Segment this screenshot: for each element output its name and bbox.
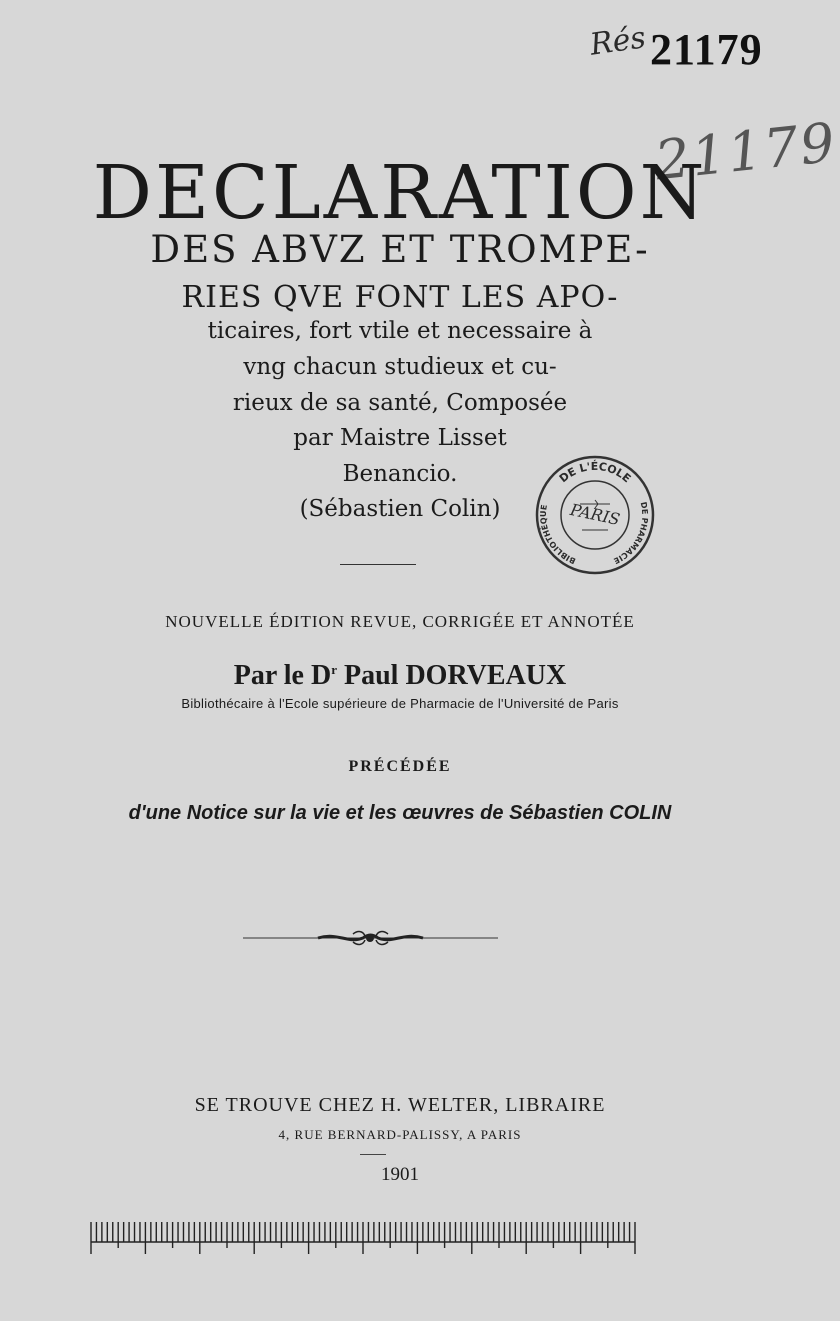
scale-ruler: [90, 1222, 636, 1254]
title-line-3: ticaires, fort vtile et necessaire à: [207, 318, 593, 344]
library-stamp: [532, 452, 658, 578]
address-rule: [360, 1154, 386, 1155]
author-title-sup: r: [331, 662, 337, 677]
shelfmark-number: 21179: [650, 25, 763, 74]
title-line-4: vng chacun studieux et cu-: [243, 354, 557, 380]
title-line-8: (Sébastien Colin): [299, 496, 501, 522]
ornament-divider: [243, 928, 498, 948]
stamp-right-text: DE PHARMACIE: [612, 501, 650, 566]
main-title: DECLARATION: [92, 150, 708, 236]
publisher-address: 4, RUE BERNARD-PALISSY, A PARIS: [278, 1127, 522, 1142]
title-line-1: DES ABVZ ET TROMPE-: [150, 228, 650, 271]
stamp-top-text: DE L'ÉCOLE: [556, 459, 634, 486]
handwritten-number: 21179: [652, 110, 840, 193]
stamp-center-text: PARIS: [568, 500, 622, 530]
preceded-label: PRÉCÉDÉE: [348, 758, 452, 775]
title-line-5: rieux de sa santé, Composée: [232, 390, 568, 416]
title-line-7: Benancio.: [342, 461, 458, 487]
author-name: Paul DORVEAUX: [336, 660, 567, 691]
author-affiliation: Bibliothécaire à l'Ecole supérieure de Pharmacie de l'Université de Paris: [181, 696, 619, 711]
publisher-line: SE TROUVE CHEZ H. WELTER, LIBRAIRE: [194, 1094, 606, 1116]
shelfmark-prefix: Rés: [587, 20, 648, 63]
title-line-2: RIES QVE FONT LES APO-: [181, 280, 619, 315]
title-line-6: par Maistre Lisset: [293, 425, 507, 451]
stamp-left-text: BIBLIOTHÈQUE: [538, 503, 578, 566]
edition-statement: NOUVELLE ÉDITION REVUE, CORRIGÉE ET ANNOTÉE: [165, 612, 635, 631]
author-prefix: Par le D: [233, 660, 332, 691]
publication-year: 1901: [381, 1164, 419, 1185]
author-line: [0, 660, 800, 692]
short-rule: [340, 564, 416, 565]
notice-line: d'une Notice sur la vie et les œuvres de Sébastien COLIN: [128, 802, 672, 824]
